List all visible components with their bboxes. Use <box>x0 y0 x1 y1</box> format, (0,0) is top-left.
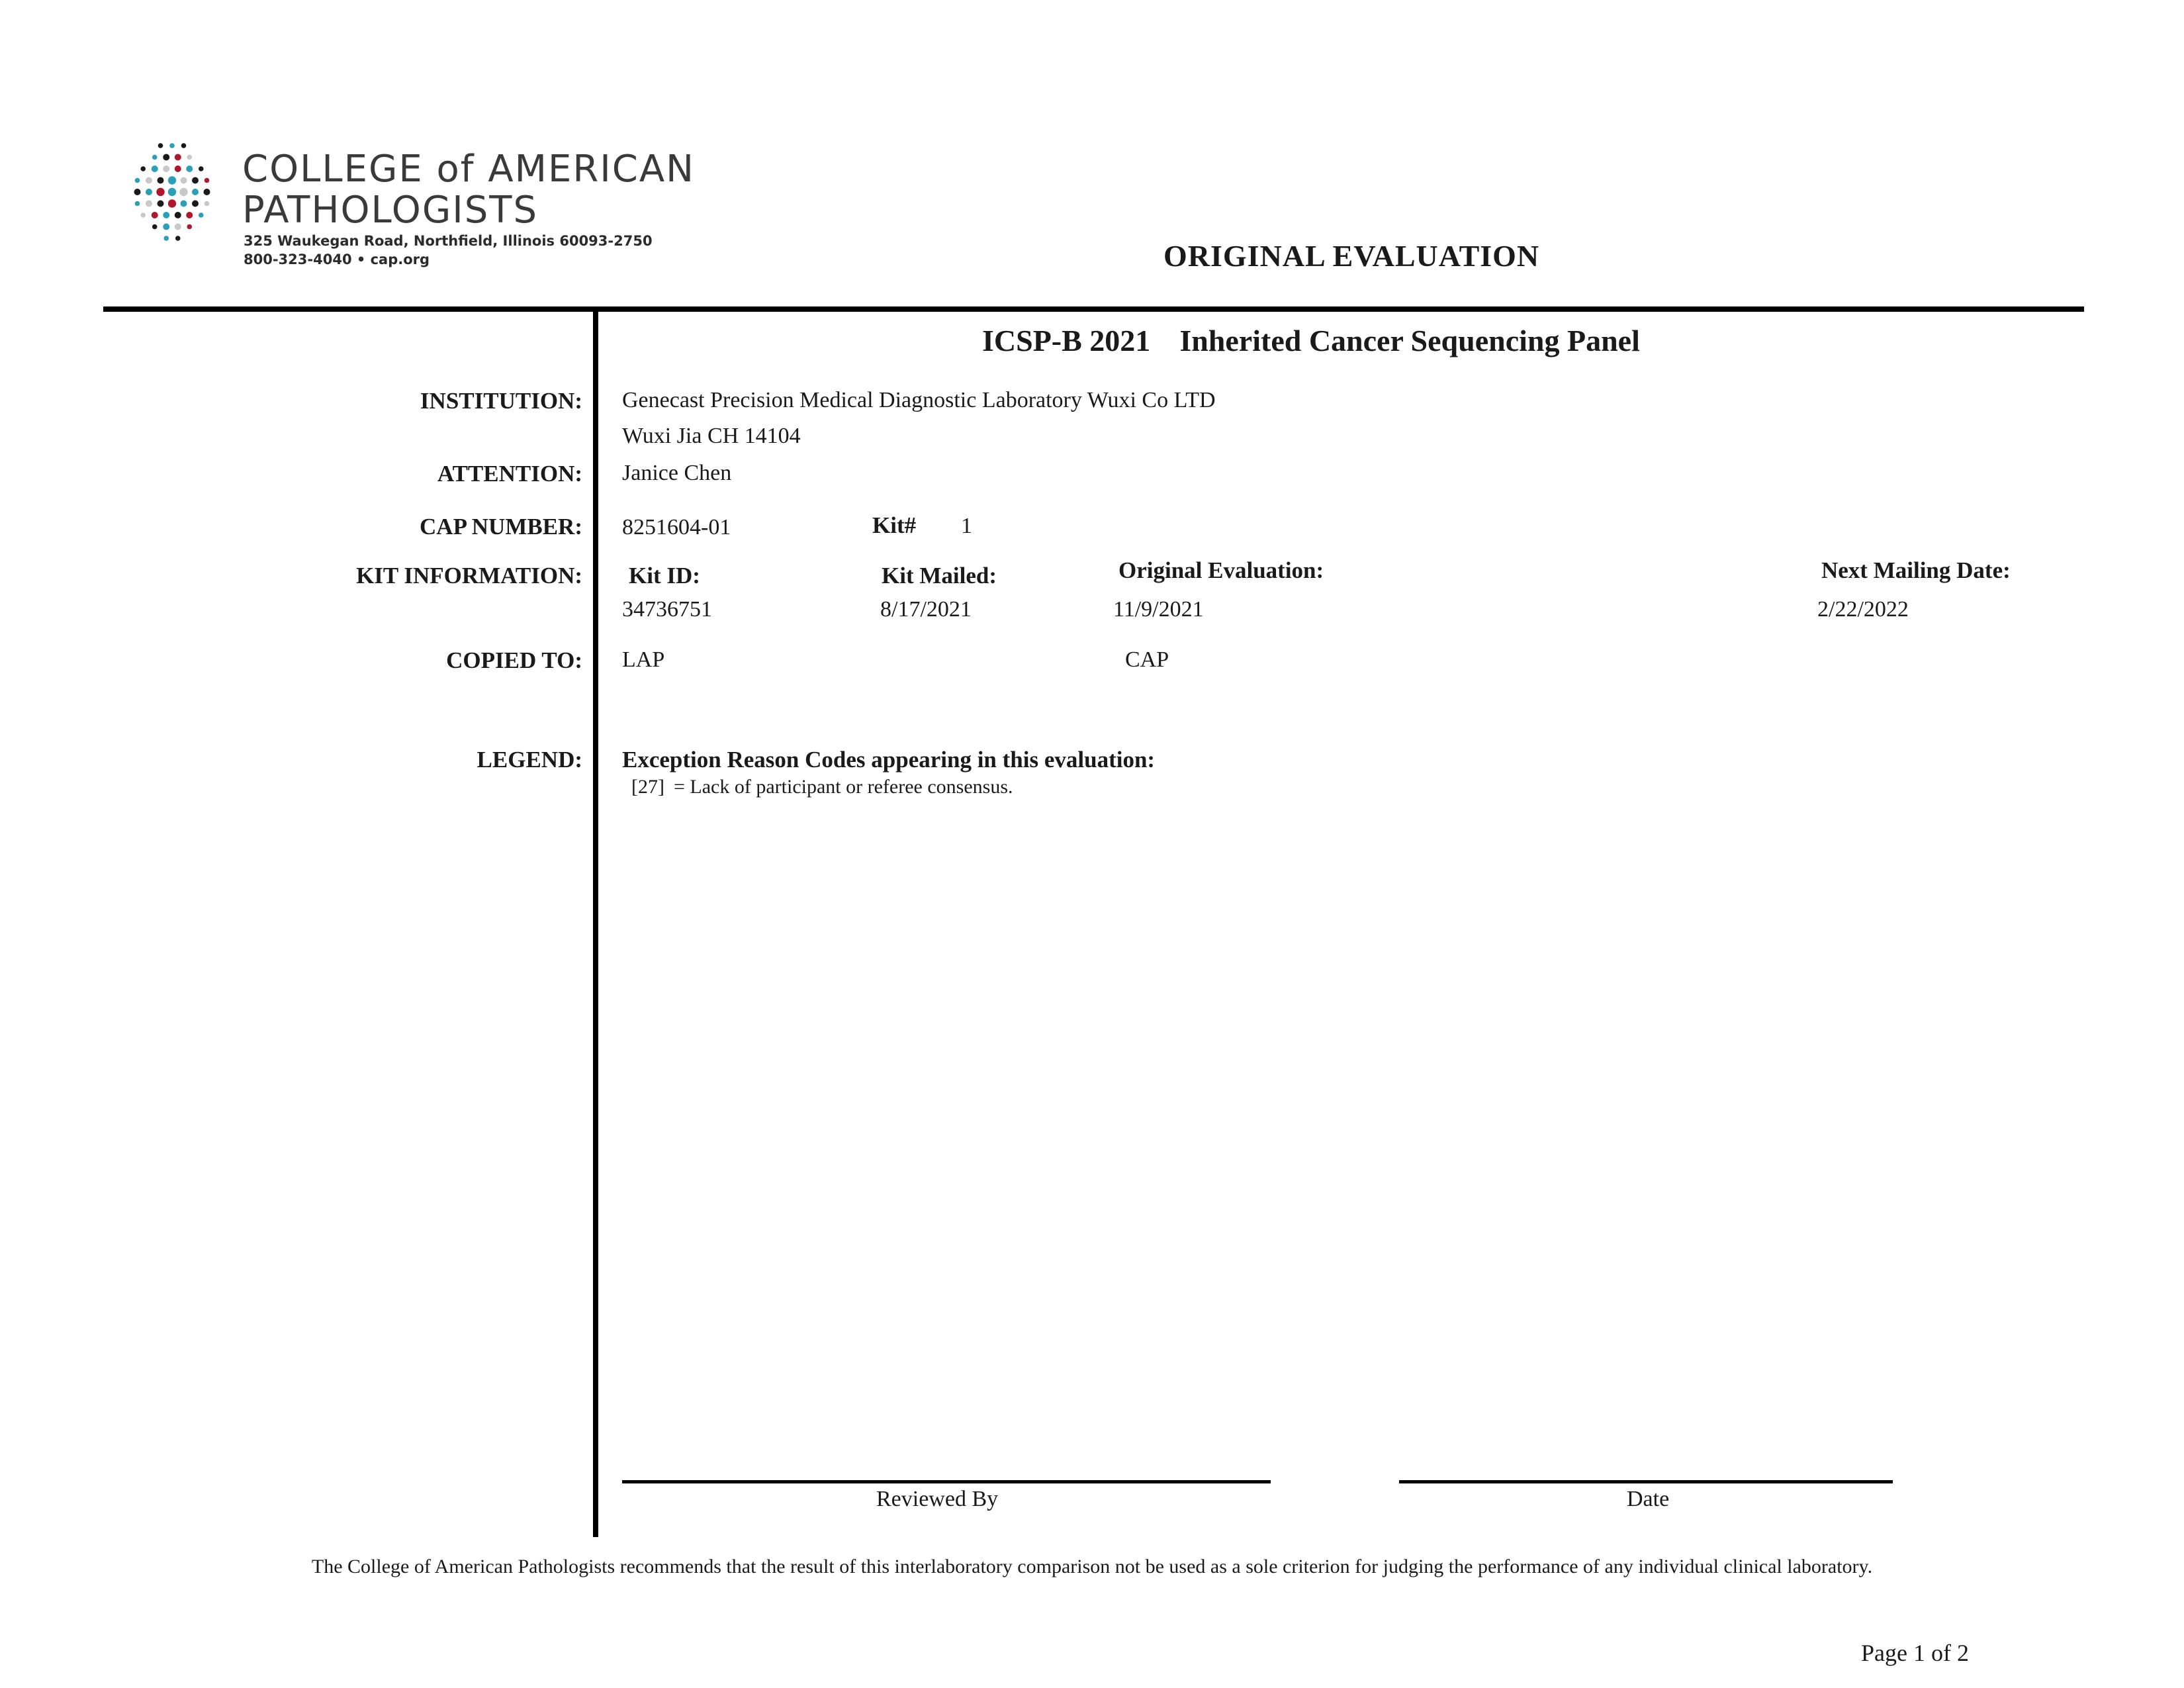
logo-dot <box>175 212 181 218</box>
logo-dot <box>175 154 181 161</box>
logo-dot <box>186 212 193 218</box>
logo-dot <box>181 143 187 148</box>
logo-dot <box>199 166 204 171</box>
original-evaluation-header: Original Evaluation: <box>1118 557 1324 583</box>
logo-dot <box>146 189 152 195</box>
next-mailing-date-header: Next Mailing Date: <box>1821 557 2011 583</box>
copied-to-item: CAP <box>1125 647 1169 672</box>
page-number: Page 1 of 2 <box>1861 1640 1969 1666</box>
attention-name: Janice Chen <box>622 461 732 485</box>
org-name-line1: COLLEGE of AMERICAN <box>242 148 696 191</box>
logo-dot <box>186 165 193 172</box>
institution-address: Wuxi Jia CH 14104 <box>622 424 801 448</box>
program-title <box>982 323 1640 358</box>
cap-dot-logo-icon <box>119 139 225 245</box>
logo-dot <box>181 177 187 184</box>
kit-id-header: Kit ID: <box>629 563 700 588</box>
copied-to-label: COPIED TO: <box>446 647 582 673</box>
logo-dot <box>146 177 152 184</box>
program-name: Inherited Cancer Sequencing Panel <box>1179 324 1640 357</box>
original-evaluation-value: 11/9/2021 <box>1113 597 1204 622</box>
logo-dot <box>179 188 187 196</box>
kit-mailed-value: 8/17/2021 <box>880 597 972 622</box>
logo-dot <box>158 201 164 207</box>
org-address: 325 Waukegan Road, Northfield, Illinois 60093-2750 <box>244 233 653 249</box>
date-signature-line <box>1399 1480 1893 1483</box>
logo-dot <box>169 143 175 148</box>
logo-dot <box>192 189 199 195</box>
legend-heading: Exception Reason Codes appearing in this evaluation: <box>622 747 1156 773</box>
logo-dot <box>192 177 199 184</box>
logo-dot <box>163 236 169 241</box>
logo-dot <box>135 201 140 207</box>
attention-label: ATTENTION: <box>437 461 582 487</box>
logo-dot <box>156 188 164 196</box>
logo-dot <box>199 212 204 218</box>
legend-code: [27] <box>631 776 664 798</box>
logo-dot <box>134 189 141 195</box>
kit-mailed-header: Kit Mailed: <box>882 563 997 588</box>
logo-dot <box>168 176 176 184</box>
logo-dot <box>152 155 158 160</box>
logo-dot <box>163 165 169 172</box>
logo-dot <box>205 201 210 207</box>
logo-dot <box>158 143 163 148</box>
logo-dot <box>205 178 210 183</box>
reviewed-by-label: Reviewed By <box>876 1487 999 1511</box>
copied-to-item: LAP <box>622 647 665 672</box>
org-contact: 800-323-4040 • cap.org <box>244 252 430 267</box>
logo-dot <box>204 189 210 195</box>
logo-dot <box>192 201 199 207</box>
date-label: Date <box>1627 1487 1670 1511</box>
program-code: ICSP-B 2021 <box>982 324 1151 357</box>
kit-number-value: 1 <box>961 514 972 538</box>
kit-number-label: Kit# <box>872 512 917 538</box>
logo-dot <box>163 212 169 218</box>
logo-dot <box>140 212 146 218</box>
logo-dot <box>175 165 181 172</box>
institution-label: INSTITUTION: <box>420 388 582 414</box>
next-mailing-date-value: 2/22/2022 <box>1817 597 1909 622</box>
legend-label: LEGEND: <box>477 747 582 773</box>
cap-number-value: 8251604-01 <box>622 515 731 539</box>
logo-dot <box>146 201 152 207</box>
kit-id-value: 34736751 <box>622 597 712 622</box>
logo-dot <box>163 224 169 230</box>
reviewed-by-signature-line <box>622 1480 1271 1483</box>
logo-dot <box>163 154 169 161</box>
logo-dot <box>152 165 158 172</box>
kit-information-label: KIT INFORMATION: <box>356 563 582 588</box>
logo-dot <box>158 177 164 184</box>
evaluation-title: ORIGINAL EVALUATION <box>1163 239 1540 273</box>
cap-number-label: CAP NUMBER: <box>420 514 582 539</box>
logo-dot <box>175 224 181 230</box>
header-divider <box>103 306 2084 312</box>
institution-name: Genecast Precision Medical Diagnostic Laboratory Wuxi Co LTD <box>622 388 1216 412</box>
logo-dot <box>168 188 176 196</box>
column-divider <box>593 311 598 1537</box>
logo-dot <box>168 199 176 207</box>
logo-dot <box>152 212 158 218</box>
logo-dot <box>187 155 192 160</box>
logo-dot <box>140 166 146 171</box>
logo-dot <box>175 236 181 241</box>
legend-description: = Lack of participant or referee consensus. <box>674 776 1013 798</box>
logo-dot <box>152 224 158 230</box>
org-name-line2: PATHOLOGISTS <box>242 189 539 232</box>
disclaimer: The College of American Pathologists recommends that the result of this interlaboratory comparison not be used as a sole criterion for judging the performance of any individual clinical laboratory. <box>311 1556 1873 1577</box>
logo-dot <box>181 201 187 207</box>
logo-dot <box>187 224 192 230</box>
logo-dot <box>135 178 140 183</box>
